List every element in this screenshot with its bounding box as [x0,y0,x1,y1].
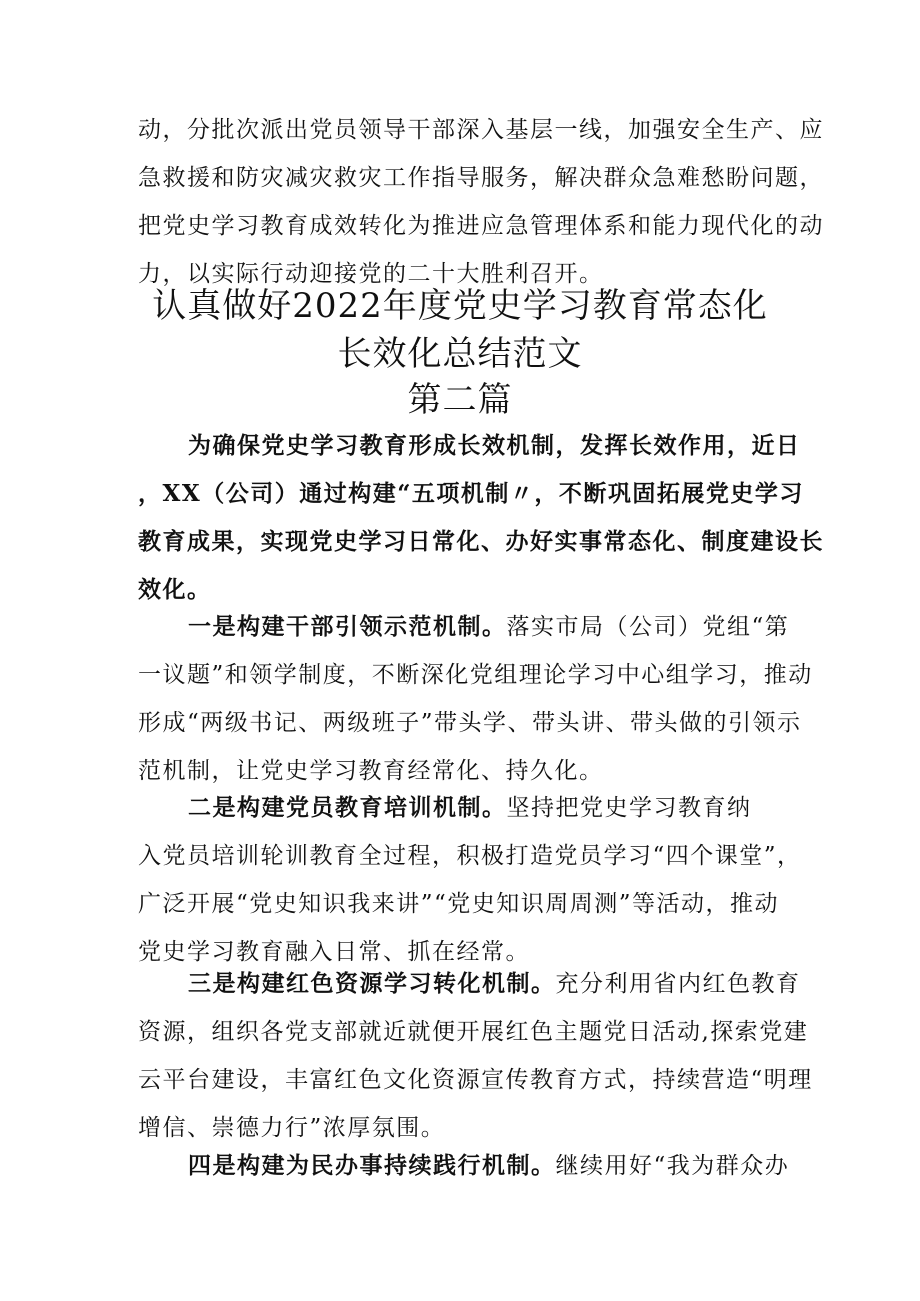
summary-paragraph [138,422,824,614]
intro-line-3: 把党史学习教育成效转化为推进应急管理体系和能力现代化的动 [138,213,824,239]
mechanism-1-line-2: 一议题”和领学制度，不断深化党组理论学习中心组学习，推动 [138,662,813,688]
mechanism-2-lead: 二是构建党员教育培训机制。 [188,794,507,821]
mechanism-1-first-rest: 落实市局（公司）党组“第 [506,614,790,640]
mechanism-2-first-rest: 坚持把党史学习教育纳 [506,795,752,821]
mechanism-2-line-2: 入党员培训轮训教育全过程，积极打造党员学习“四个课堂”， [138,843,802,869]
mechanism-3-first-line [138,960,801,1008]
mechanism-4-lead: 四是构建为民办事持续践行机制。 [188,1152,556,1179]
mechanism-2-first-line [138,784,788,832]
mechanism-4-paragraph [138,1142,788,1190]
intro-line-4: 力，以实际行动迎接党的二十大胜利召开。 [138,261,604,287]
mechanism-1-line-4: 范机制，让党史学习教育经常化、持久化。 [138,758,604,784]
mechanism-1-line-3: 形成“两级书记、两级班子”带头学、带头讲、带头做的引领示 [138,710,802,736]
mechanism-1-lead: 一是构建干部引领示范机制。 [188,613,507,640]
mechanism-3-first-rest: 充分利用省内红色教育 [555,971,801,997]
mechanism-2-line-4: 党史学习教育融入日常、抓在经常。 [138,939,530,965]
mechanism-1-first-line [138,603,788,651]
mechanism-3-lead: 三是构建红色资源学习转化机制。 [188,970,556,997]
intro-paragraph [138,106,824,298]
mechanism-4-first-line [138,1142,788,1190]
summary-line-2: ，XX（公司）通过构建“五项机制〃，不断巩固拓展党史学习 [138,480,804,507]
mechanism-4-first-rest: 继续用好“我为群众办 [555,1153,790,1179]
summary-line-1: 为确保党史学习教育形成长效机制，发挥长效作用，近日 [188,432,801,459]
intro-line-1: 动，分批次派出党员领导干部深入基层一线，加强安全生产、应 [138,117,824,143]
mechanism-3-paragraph [138,960,813,1152]
intro-line-2: 急救援和防灾减灾救灾工作指导服务，解决群众急难愁盼问题， [138,165,824,191]
mechanism-2-line-3: 广泛开展“党史知识我来讲”“党史知识周周测”等活动，推动 [138,891,780,917]
summary-line-3: 教育成果，实现党史学习日常化、办好实事常态化、制度建设长 [138,528,824,555]
title-line-1: 认真做好2022年度党史学习教育常态化 [152,286,768,326]
mechanism-3-line-4: 增信、崇德力行”浓厚氛围。 [138,1115,446,1141]
title-line-2: 长效化总结范文 [337,334,583,374]
title-line-3: 第二篇 [407,380,513,420]
mechanism-2-paragraph [138,784,802,976]
summary-line-4: 效化。 [138,576,212,603]
mechanism-1-paragraph [138,603,813,795]
mechanism-3-line-2: 资源，组织各党支部就近就便开展红色主题党日活动,探索党建 [138,1019,809,1045]
mechanism-3-line-3: 云平台建设，丰富红色文化资源宣传教育方式，持续营造“明理 [138,1067,813,1093]
